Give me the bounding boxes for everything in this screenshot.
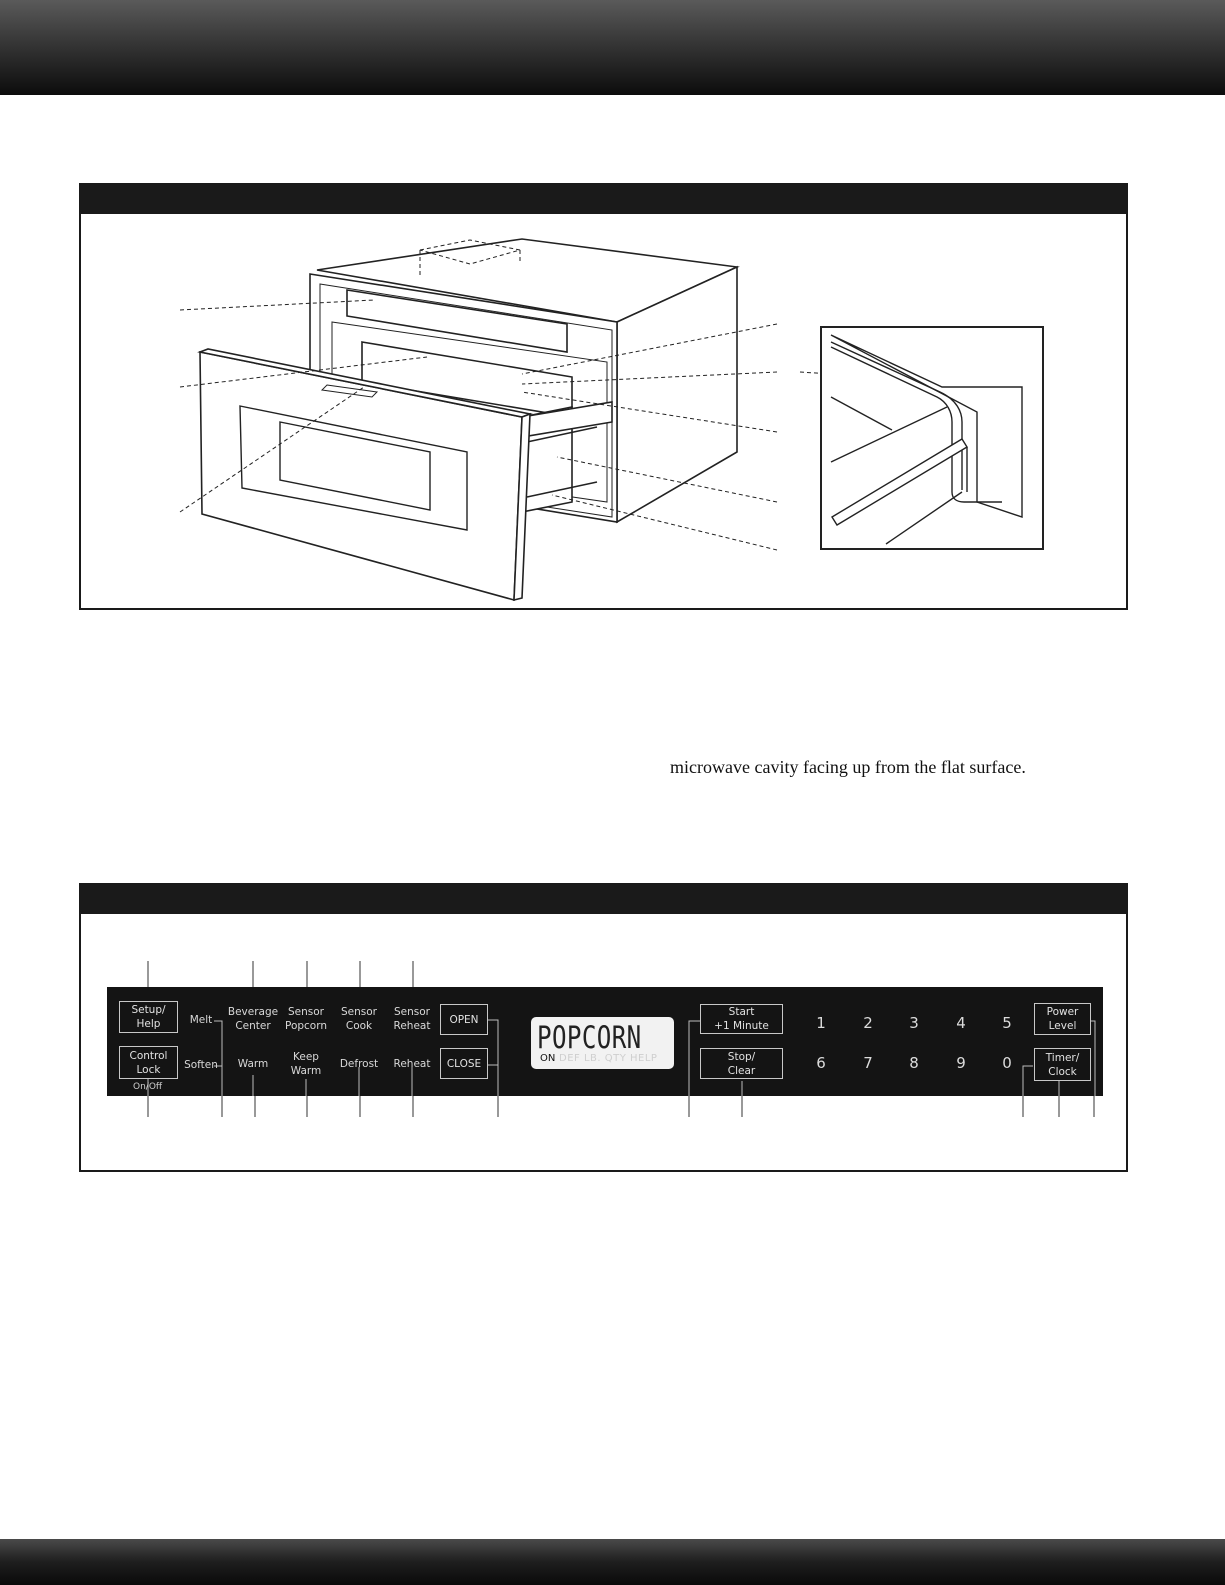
number-key-8[interactable]: 8	[909, 1054, 919, 1072]
control-panel	[107, 987, 1103, 1096]
setup-help-button[interactable]: Setup/ Help	[119, 1001, 178, 1033]
timer-clock-button[interactable]: Timer/ Clock	[1034, 1048, 1091, 1081]
sensor-cook-label[interactable]: Sensor Cook	[341, 1006, 377, 1032]
display-text: POPCORN	[537, 1020, 642, 1056]
number-key-5[interactable]: 5	[1002, 1014, 1012, 1032]
defrost-label[interactable]: Defrost	[339, 1058, 379, 1070]
number-key-6[interactable]: 6	[816, 1054, 826, 1072]
start-button[interactable]: Start +1 Minute	[700, 1004, 783, 1034]
keep-warm-label[interactable]: Keep Warm	[290, 1051, 322, 1077]
page-footer-bar	[0, 1539, 1225, 1585]
beverage-center-label[interactable]: Beverage Center	[227, 1006, 279, 1032]
number-key-1[interactable]: 1	[816, 1014, 826, 1032]
control-lock-sublabel: On/Off	[133, 1082, 163, 1092]
control-panel-figure	[79, 883, 1128, 1172]
control-lock-button[interactable]: Control Lock	[119, 1046, 178, 1079]
page-header-bar	[0, 0, 1225, 95]
number-key-2[interactable]: 2	[863, 1014, 873, 1032]
open-button[interactable]: OPEN	[440, 1004, 488, 1035]
close-button[interactable]: CLOSE	[440, 1048, 488, 1079]
display-on-indicator: ON	[540, 1053, 556, 1064]
melt-label[interactable]: Melt	[189, 1014, 213, 1026]
drawer-diagram-figure	[79, 183, 1128, 610]
microwave-drawer-illustration	[81, 185, 1130, 612]
sensor-reheat-label[interactable]: Sensor Reheat	[393, 1006, 431, 1032]
body-text-line: microwave cavity facing up from the flat surface.	[670, 757, 1026, 777]
number-key-4[interactable]: 4	[956, 1014, 966, 1032]
lcd-display	[531, 1017, 674, 1069]
reheat-label[interactable]: Reheat	[393, 1058, 431, 1070]
sensor-popcorn-label[interactable]: Sensor Popcorn	[284, 1006, 328, 1032]
number-key-9[interactable]: 9	[956, 1054, 966, 1072]
number-key-0[interactable]: 0	[1002, 1054, 1012, 1072]
soften-label[interactable]: Soften	[184, 1059, 218, 1071]
number-key-7[interactable]: 7	[863, 1054, 873, 1072]
power-level-button[interactable]: Power Level	[1034, 1003, 1091, 1035]
display-inactive-indicators: DEF LB. QTY HELP	[559, 1053, 658, 1064]
stop-clear-button[interactable]: Stop/ Clear	[700, 1048, 783, 1079]
number-key-3[interactable]: 3	[909, 1014, 919, 1032]
warm-label[interactable]: Warm	[237, 1058, 269, 1070]
